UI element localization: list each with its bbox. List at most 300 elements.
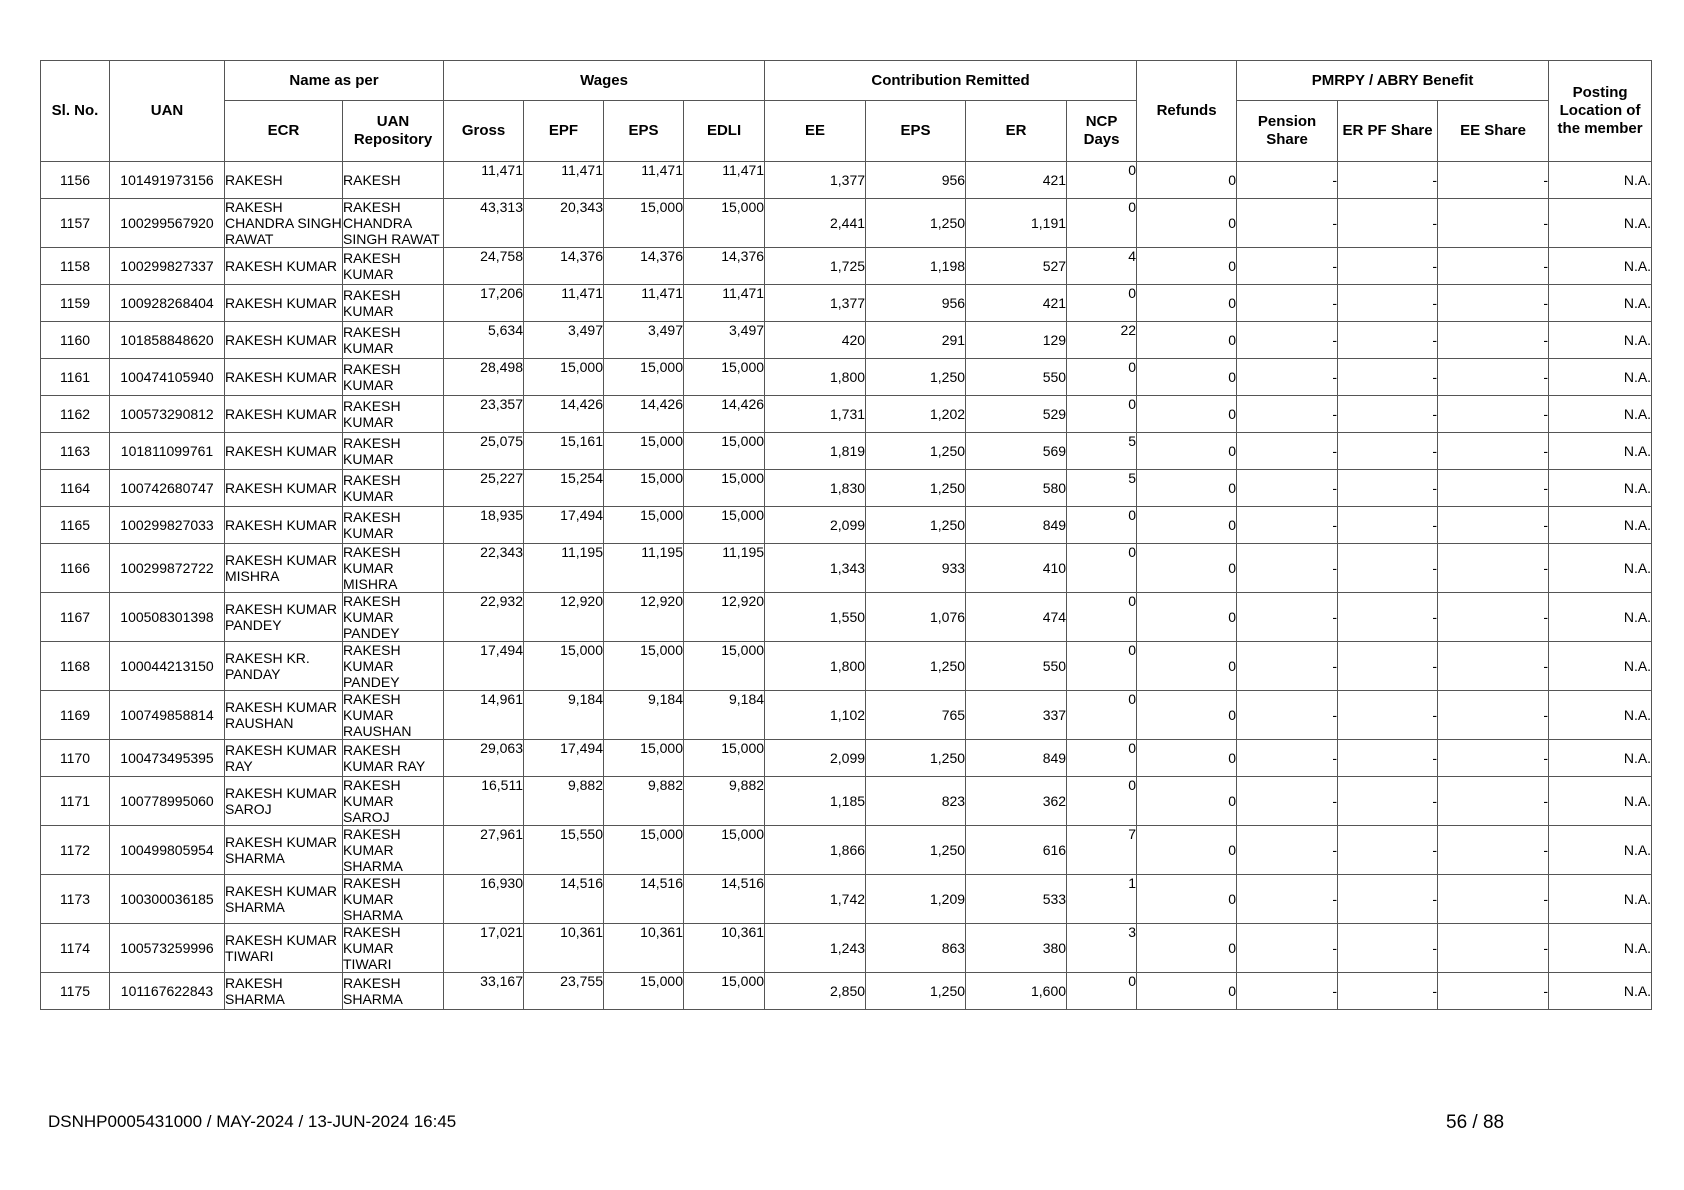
cell-contribution-ee: 2,441	[765, 199, 866, 248]
cell-wages-edli: 15,000	[684, 470, 765, 507]
cell-pension-share: -	[1237, 777, 1338, 826]
cell-pension-share: -	[1237, 285, 1338, 322]
cell-wages-gross: 18,935	[444, 507, 524, 544]
cell-contribution-er: 337	[966, 691, 1067, 740]
cell-name-ecr: RAKESH KR. PANDAY	[225, 642, 343, 691]
cell-ncp-days: 0	[1067, 740, 1137, 777]
cell-contribution-eps: 1,076	[866, 593, 966, 642]
cell-refunds: 0	[1137, 507, 1237, 544]
cell-ncp-days: 5	[1067, 470, 1137, 507]
page-number: 56 / 88	[1446, 1112, 1505, 1133]
cell-contribution-er: 569	[966, 433, 1067, 470]
cell-uan: 100473495395	[110, 740, 225, 777]
cell-refunds: 0	[1137, 777, 1237, 826]
cell-uan: 100300036185	[110, 875, 225, 924]
cell-uan: 100299827033	[110, 507, 225, 544]
cell-ee-share: -	[1438, 322, 1549, 359]
cell-wages-edli: 15,000	[684, 359, 765, 396]
cell-wages-edli: 9,184	[684, 691, 765, 740]
cell-name-uan-repository: RAKESH KUMAR	[343, 248, 444, 285]
cell-wages-epf: 9,184	[524, 691, 604, 740]
cell-contribution-er: 550	[966, 642, 1067, 691]
cell-posting-location: N.A.	[1549, 544, 1652, 593]
cell-wages-epf: 17,494	[524, 740, 604, 777]
header-pmrpy-abry: PMRPY / ABRY Benefit	[1237, 61, 1549, 101]
cell-wages-gross: 27,961	[444, 826, 524, 875]
cell-ncp-days: 0	[1067, 691, 1137, 740]
cell-wages-eps: 15,000	[604, 973, 684, 1010]
cell-wages-eps: 15,000	[604, 199, 684, 248]
cell-name-ecr: RAKESH	[225, 162, 343, 199]
cell-wages-eps: 11,471	[604, 162, 684, 199]
cell-wages-eps: 14,426	[604, 396, 684, 433]
cell-wages-edli: 15,000	[684, 740, 765, 777]
cell-contribution-ee: 1,800	[765, 642, 866, 691]
header-name-as-per: Name as per	[225, 61, 444, 101]
cell-ncp-days: 0	[1067, 396, 1137, 433]
table-row	[41, 973, 1652, 1010]
cell-sl-no: 1160	[41, 322, 110, 359]
cell-pension-share: -	[1237, 470, 1338, 507]
cell-contribution-eps: 1,250	[866, 470, 966, 507]
cell-ee-share: -	[1438, 199, 1549, 248]
cell-contribution-er: 616	[966, 826, 1067, 875]
cell-ee-share: -	[1438, 777, 1549, 826]
cell-ee-share: -	[1438, 433, 1549, 470]
cell-wages-epf: 15,000	[524, 642, 604, 691]
cell-wages-eps: 15,000	[604, 642, 684, 691]
header-contribution-remitted: Contribution Remitted	[765, 61, 1137, 101]
cell-ee-share: -	[1438, 162, 1549, 199]
cell-refunds: 0	[1137, 544, 1237, 593]
table-row	[41, 875, 1652, 924]
cell-posting-location: N.A.	[1549, 740, 1652, 777]
cell-pension-share: -	[1237, 396, 1338, 433]
table-row	[41, 691, 1652, 740]
cell-contribution-ee: 1,725	[765, 248, 866, 285]
cell-ee-share: -	[1438, 359, 1549, 396]
cell-name-ecr: RAKESH KUMAR	[225, 396, 343, 433]
cell-wages-gross: 16,930	[444, 875, 524, 924]
cell-name-uan-repository: RAKESH KUMAR SHARMA	[343, 826, 444, 875]
cell-wages-gross: 24,758	[444, 248, 524, 285]
cell-uan: 101811099761	[110, 433, 225, 470]
cell-wages-edli: 10,361	[684, 924, 765, 973]
header-posting-location: Posting Location of the member	[1549, 61, 1652, 162]
cell-pension-share: -	[1237, 826, 1338, 875]
cell-ncp-days: 3	[1067, 924, 1137, 973]
cell-name-uan-repository: RAKESH KUMAR RAUSHAN	[343, 691, 444, 740]
cell-wages-edli: 15,000	[684, 973, 765, 1010]
cell-name-uan-repository: RAKESH KUMAR	[343, 285, 444, 322]
cell-contribution-er: 421	[966, 285, 1067, 322]
cell-contribution-ee: 2,099	[765, 740, 866, 777]
table-row	[41, 396, 1652, 433]
cell-wages-edli: 15,000	[684, 826, 765, 875]
cell-contribution-er: 849	[966, 740, 1067, 777]
cell-posting-location: N.A.	[1549, 593, 1652, 642]
cell-wages-edli: 11,195	[684, 544, 765, 593]
cell-wages-eps: 15,000	[604, 359, 684, 396]
cell-ee-share: -	[1438, 470, 1549, 507]
header-ee: EE	[765, 101, 866, 162]
cell-sl-no: 1171	[41, 777, 110, 826]
cell-sl-no: 1170	[41, 740, 110, 777]
cell-refunds: 0	[1137, 248, 1237, 285]
table-row	[41, 777, 1652, 826]
cell-er-pf-share: -	[1338, 544, 1438, 593]
cell-contribution-ee: 1,377	[765, 285, 866, 322]
cell-uan: 100044213150	[110, 642, 225, 691]
cell-wages-eps: 15,000	[604, 826, 684, 875]
cell-ncp-days: 1	[1067, 875, 1137, 924]
cell-posting-location: N.A.	[1549, 470, 1652, 507]
cell-contribution-er: 529	[966, 396, 1067, 433]
cell-contribution-ee: 1,185	[765, 777, 866, 826]
cell-er-pf-share: -	[1338, 777, 1438, 826]
cell-refunds: 0	[1137, 875, 1237, 924]
cell-er-pf-share: -	[1338, 973, 1438, 1010]
cell-ncp-days: 7	[1067, 826, 1137, 875]
cell-refunds: 0	[1137, 593, 1237, 642]
cell-posting-location: N.A.	[1549, 875, 1652, 924]
cell-contribution-ee: 1,102	[765, 691, 866, 740]
cell-ee-share: -	[1438, 248, 1549, 285]
cell-name-ecr: RAKESH CHANDRA SINGH RAWAT	[225, 199, 342, 247]
cell-uan: 100778995060	[110, 777, 225, 826]
table-row	[41, 248, 1652, 285]
table-row	[41, 433, 1652, 470]
cell-name-uan-repository: RAKESH KUMAR	[343, 470, 444, 507]
cell-ee-share: -	[1438, 924, 1549, 973]
cell-ncp-days: 0	[1067, 199, 1137, 248]
cell-posting-location: N.A.	[1549, 924, 1652, 973]
table-row	[41, 470, 1652, 507]
cell-er-pf-share: -	[1338, 924, 1438, 973]
cell-posting-location: N.A.	[1549, 642, 1652, 691]
cell-uan: 100573259996	[110, 924, 225, 973]
cell-refunds: 0	[1137, 396, 1237, 433]
cell-sl-no: 1162	[41, 396, 110, 433]
cell-sl-no: 1173	[41, 875, 110, 924]
cell-pension-share: -	[1237, 544, 1338, 593]
cell-sl-no: 1164	[41, 470, 110, 507]
cell-contribution-er: 362	[966, 777, 1067, 826]
cell-sl-no: 1161	[41, 359, 110, 396]
cell-wages-edli: 15,000	[684, 642, 765, 691]
cell-wages-eps: 11,471	[604, 285, 684, 322]
cell-contribution-eps: 291	[866, 322, 966, 359]
table-row	[41, 924, 1652, 973]
cell-ee-share: -	[1438, 691, 1549, 740]
cell-uan: 100299827337	[110, 248, 225, 285]
cell-contribution-eps: 1,198	[866, 248, 966, 285]
cell-wages-gross: 28,498	[444, 359, 524, 396]
cell-wages-epf: 12,920	[524, 593, 604, 642]
cell-wages-gross: 14,961	[444, 691, 524, 740]
cell-wages-gross: 5,634	[444, 322, 524, 359]
cell-wages-eps: 3,497	[604, 322, 684, 359]
cell-er-pf-share: -	[1338, 248, 1438, 285]
table-header	[41, 61, 1652, 162]
cell-name-uan-repository: RAKESH	[343, 162, 444, 199]
cell-name-ecr: RAKESH SHARMA	[225, 973, 343, 1010]
cell-name-ecr: RAKESH KUMAR	[225, 359, 343, 396]
cell-uan: 100749858814	[110, 691, 225, 740]
cell-name-ecr: RAKESH KUMAR	[225, 285, 343, 322]
table-row	[41, 162, 1652, 199]
cell-name-ecr: RAKESH KUMAR	[225, 507, 343, 544]
cell-contribution-ee: 1,343	[765, 544, 866, 593]
table-row	[41, 544, 1652, 593]
cell-name-uan-repository: RAKESH KUMAR PANDEY	[343, 642, 444, 691]
cell-contribution-eps: 1,250	[866, 359, 966, 396]
cell-er-pf-share: -	[1338, 507, 1438, 544]
cell-contribution-ee: 1,243	[765, 924, 866, 973]
cell-refunds: 0	[1137, 973, 1237, 1010]
cell-posting-location: N.A.	[1549, 359, 1652, 396]
cell-ee-share: -	[1438, 507, 1549, 544]
cell-wages-gross: 22,343	[444, 544, 524, 593]
cell-contribution-er: 410	[966, 544, 1067, 593]
cell-uan: 100299567920	[110, 199, 225, 248]
header-er-pf-share: ER PF Share	[1338, 101, 1438, 162]
cell-er-pf-share: -	[1338, 396, 1438, 433]
cell-uan: 100499805954	[110, 826, 225, 875]
cell-wages-gross: 33,167	[444, 973, 524, 1010]
cell-ncp-days: 0	[1067, 973, 1137, 1010]
table-row	[41, 199, 1652, 248]
cell-contribution-ee: 420	[765, 322, 866, 359]
cell-contribution-ee: 2,850	[765, 973, 866, 1010]
cell-name-uan-repository: RAKESH KUMAR RAY	[343, 740, 444, 777]
table-row	[41, 285, 1652, 322]
cell-refunds: 0	[1137, 285, 1237, 322]
cell-er-pf-share: -	[1338, 470, 1438, 507]
cell-wages-epf: 14,426	[524, 396, 604, 433]
cell-refunds: 0	[1137, 322, 1237, 359]
cell-wages-eps: 14,376	[604, 248, 684, 285]
cell-uan: 100928268404	[110, 285, 225, 322]
cell-wages-eps: 9,882	[604, 777, 684, 826]
table-row	[41, 740, 1652, 777]
cell-wages-epf: 3,497	[524, 322, 604, 359]
cell-uan: 100508301398	[110, 593, 225, 642]
header-ee-share: EE Share	[1438, 101, 1549, 162]
table-row	[41, 593, 1652, 642]
cell-name-ecr: RAKESH KUMAR SAROJ	[225, 777, 343, 826]
cell-contribution-ee: 1,742	[765, 875, 866, 924]
cell-uan: 100742680747	[110, 470, 225, 507]
cell-refunds: 0	[1137, 470, 1237, 507]
cell-ee-share: -	[1438, 285, 1549, 322]
cell-uan: 100299872722	[110, 544, 225, 593]
cell-name-uan-repository: RAKESH SHARMA	[343, 973, 444, 1010]
cell-posting-location: N.A.	[1549, 433, 1652, 470]
cell-contribution-eps: 1,202	[866, 396, 966, 433]
cell-ncp-days: 0	[1067, 359, 1137, 396]
header-refunds: Refunds	[1137, 61, 1237, 162]
cell-refunds: 0	[1137, 642, 1237, 691]
cell-name-ecr: RAKESH KUMAR MISHRA	[225, 544, 343, 593]
header-ncp-days: NCP Days	[1067, 101, 1137, 162]
cell-wages-gross: 25,075	[444, 433, 524, 470]
cell-wages-edli: 14,516	[684, 875, 765, 924]
cell-name-ecr: RAKESH KUMAR	[225, 322, 343, 359]
cell-pension-share: -	[1237, 973, 1338, 1010]
cell-contribution-ee: 1,866	[765, 826, 866, 875]
cell-ee-share: -	[1438, 740, 1549, 777]
cell-posting-location: N.A.	[1549, 826, 1652, 875]
cell-contribution-er: 533	[966, 875, 1067, 924]
cell-name-ecr: RAKESH KUMAR	[225, 433, 343, 470]
cell-sl-no: 1158	[41, 248, 110, 285]
cell-wages-edli: 11,471	[684, 162, 765, 199]
cell-contribution-eps: 956	[866, 162, 966, 199]
cell-contribution-eps: 956	[866, 285, 966, 322]
cell-wages-edli: 14,376	[684, 248, 765, 285]
cell-pension-share: -	[1237, 924, 1338, 973]
cell-refunds: 0	[1137, 691, 1237, 740]
cell-pension-share: -	[1237, 162, 1338, 199]
cell-name-ecr: RAKESH KUMAR TIWARI	[225, 924, 343, 973]
cell-contribution-er: 1,191	[966, 199, 1067, 248]
cell-contribution-er: 474	[966, 593, 1067, 642]
header-sl-no: Sl. No.	[41, 61, 110, 162]
table-row	[41, 507, 1652, 544]
cell-wages-eps: 10,361	[604, 924, 684, 973]
cell-wages-gross: 16,511	[444, 777, 524, 826]
cell-sl-no: 1157	[41, 199, 110, 248]
cell-refunds: 0	[1137, 199, 1237, 248]
cell-ee-share: -	[1438, 544, 1549, 593]
cell-ncp-days: 5	[1067, 433, 1137, 470]
header-epf: EPF	[524, 101, 604, 162]
cell-contribution-er: 380	[966, 924, 1067, 973]
cell-sl-no: 1156	[41, 162, 110, 199]
cell-contribution-er: 129	[966, 322, 1067, 359]
cell-name-ecr: RAKESH KUMAR	[225, 248, 343, 285]
cell-wages-edli: 12,920	[684, 593, 765, 642]
table-body	[41, 162, 1652, 1010]
header-eps: EPS	[604, 101, 684, 162]
cell-er-pf-share: -	[1338, 642, 1438, 691]
cell-er-pf-share: -	[1338, 162, 1438, 199]
cell-wages-gross: 22,932	[444, 593, 524, 642]
cell-ncp-days: 0	[1067, 544, 1137, 593]
cell-ee-share: -	[1438, 642, 1549, 691]
cell-ee-share: -	[1438, 973, 1549, 1010]
cell-contribution-eps: 1,209	[866, 875, 966, 924]
cell-wages-eps: 12,920	[604, 593, 684, 642]
cell-name-ecr: RAKESH KUMAR RAY	[225, 740, 343, 777]
header-uan-repository: UAN Repository	[343, 101, 444, 162]
cell-er-pf-share: -	[1338, 285, 1438, 322]
cell-name-ecr: RAKESH KUMAR SHARMA	[225, 826, 343, 875]
cell-ee-share: -	[1438, 875, 1549, 924]
cell-pension-share: -	[1237, 433, 1338, 470]
cell-contribution-er: 580	[966, 470, 1067, 507]
cell-er-pf-share: -	[1338, 433, 1438, 470]
cell-sl-no: 1165	[41, 507, 110, 544]
cell-name-uan-repository: RAKESH KUMAR SAROJ	[343, 777, 444, 826]
cell-wages-epf: 11,195	[524, 544, 604, 593]
cell-sl-no: 1167	[41, 593, 110, 642]
table-row	[41, 322, 1652, 359]
cell-sl-no: 1174	[41, 924, 110, 973]
cell-contribution-eps: 1,250	[866, 507, 966, 544]
cell-contribution-eps: 1,250	[866, 826, 966, 875]
cell-wages-gross: 29,063	[444, 740, 524, 777]
cell-wages-eps: 15,000	[604, 507, 684, 544]
cell-pension-share: -	[1237, 593, 1338, 642]
cell-ncp-days: 0	[1067, 507, 1137, 544]
cell-wages-eps: 9,184	[604, 691, 684, 740]
cell-name-uan-repository: RAKESH KUMAR	[343, 433, 444, 470]
cell-name-uan-repository: RAKESH CHANDRA SINGH RAWAT	[343, 199, 444, 248]
cell-contribution-ee: 2,099	[765, 507, 866, 544]
cell-er-pf-share: -	[1338, 826, 1438, 875]
cell-pension-share: -	[1237, 875, 1338, 924]
cell-contribution-ee: 1,731	[765, 396, 866, 433]
cell-pension-share: -	[1237, 691, 1338, 740]
cell-posting-location: N.A.	[1549, 199, 1652, 248]
cell-name-uan-repository: RAKESH KUMAR PANDEY	[343, 593, 444, 642]
cell-name-ecr: RAKESH KUMAR	[225, 470, 343, 507]
cell-pension-share: -	[1237, 507, 1338, 544]
cell-wages-gross: 43,313	[444, 199, 524, 248]
cell-pension-share: -	[1237, 248, 1338, 285]
cell-ee-share: -	[1438, 593, 1549, 642]
cell-uan: 101491973156	[110, 162, 225, 199]
header-wages: Wages	[444, 61, 765, 101]
cell-wages-gross: 17,021	[444, 924, 524, 973]
header-ecr: ECR	[225, 101, 343, 162]
cell-contribution-eps: 1,250	[866, 740, 966, 777]
cell-wages-eps: 14,516	[604, 875, 684, 924]
cell-sl-no: 1166	[41, 544, 110, 593]
header-er: ER	[966, 101, 1067, 162]
cell-pension-share: -	[1237, 359, 1338, 396]
cell-contribution-eps: 1,250	[866, 642, 966, 691]
cell-pension-share: -	[1237, 740, 1338, 777]
cell-name-uan-repository: RAKESH KUMAR	[343, 359, 444, 396]
cell-contribution-eps: 1,250	[866, 973, 966, 1010]
cell-uan: 100474105940	[110, 359, 225, 396]
cell-wages-gross: 17,206	[444, 285, 524, 322]
cell-refunds: 0	[1137, 826, 1237, 875]
cell-er-pf-share: -	[1338, 593, 1438, 642]
cell-contribution-eps: 1,250	[866, 199, 966, 248]
cell-contribution-er: 849	[966, 507, 1067, 544]
cell-wages-epf: 17,494	[524, 507, 604, 544]
cell-posting-location: N.A.	[1549, 691, 1652, 740]
cell-ee-share: -	[1438, 396, 1549, 433]
cell-wages-epf: 11,471	[524, 285, 604, 322]
cell-wages-gross: 17,494	[444, 642, 524, 691]
document-reference: DSNHP0005431000 / MAY-2024 / 13-JUN-2024 16:45	[48, 1112, 457, 1131]
cell-name-uan-repository: RAKESH KUMAR	[343, 396, 444, 433]
cell-sl-no: 1169	[41, 691, 110, 740]
cell-wages-epf: 23,755	[524, 973, 604, 1010]
cell-wages-edli: 15,000	[684, 433, 765, 470]
cell-contribution-eps: 1,250	[866, 433, 966, 470]
cell-ee-share: -	[1438, 826, 1549, 875]
cell-refunds: 0	[1137, 359, 1237, 396]
cell-wages-edli: 15,000	[684, 507, 765, 544]
cell-contribution-ee: 1,830	[765, 470, 866, 507]
cell-posting-location: N.A.	[1549, 285, 1652, 322]
